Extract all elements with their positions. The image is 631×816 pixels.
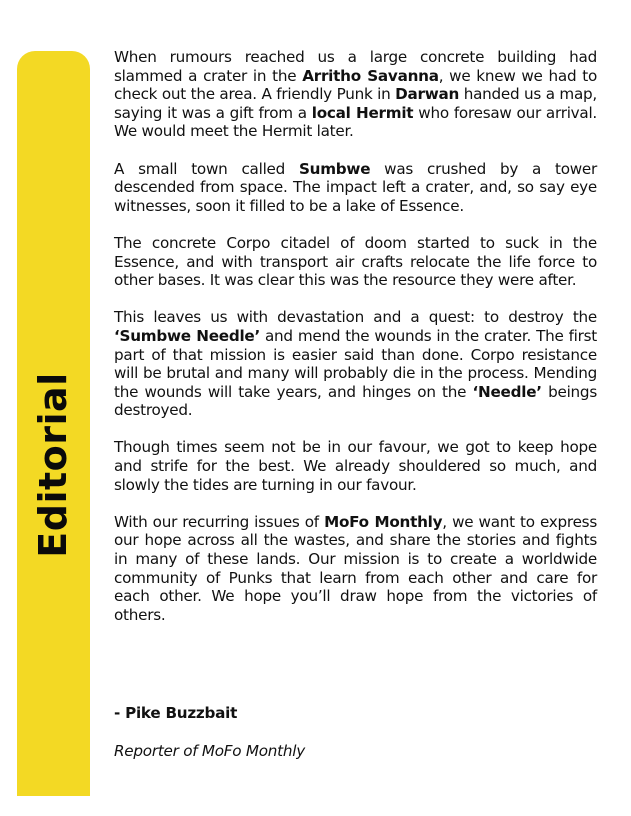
bold-term: ‘Sumbwe Needle’ — [114, 326, 260, 345]
paragraph: A small town called Sumbwe was crushed by a tower descended from space. The impact left a crater, and, so say eye witnesses, soon it filled to be a lake of Essence. — [114, 159, 598, 215]
author-role: Reporter of MoFo Monthly — [114, 742, 305, 760]
paragraph: With our recurring issues of MoFo Monthly, we want to express our hope across all the wastes, and share the stories and fights in many of these lands. Our mission is to create a worldwide community of Punks that learn from each other and care for each other. We hope you’ll draw hope from the victories of others. — [114, 512, 597, 624]
bold-term: local Hermit — [311, 103, 414, 122]
bold-term: Arritho Savanna — [302, 66, 439, 85]
bold-term: Sumbwe — [298, 159, 371, 178]
paragraph: This leaves us with devastation and a quest: to destroy the ‘Sumbwe Needle’ and mend the wounds in the crater. The first part of that mission is easier said than done. Corpo resistance will be brutal and many will probably die in the process. Mending the wounds will take years, and hinges on the ‘Needle’ beings destroyed. — [114, 308, 597, 420]
paragraph: Though times seem not be in our favour, we got to keep hope and strife for the best. We already shouldered so much, and slowly the tides are turning in our favour. — [114, 438, 597, 494]
article-body — [114, 48, 597, 643]
bold-term: Darwan — [395, 85, 460, 104]
paragraph: When rumours reached us a large concrete building had slammed a crater in the Arritho Savanna, we knew we had to check out the area. A friendly Punk in Darwan handed us a map, saying it was a gift from a local Hermit who foresaw our arrival. We would meet the Hermit later. — [114, 48, 598, 141]
bold-term: MoFo Monthly — [324, 512, 443, 531]
author-signature: - Pike Buzzbait — [114, 704, 238, 722]
bold-term: ‘Needle’ — [472, 382, 542, 401]
paragraph: The concrete Corpo citadel of doom started to suck in the Essence, and with transport air crafts relocate the life force to other bases. It was clear this was the resource they were after. — [114, 233, 597, 290]
editorial-title: Editorial — [31, 372, 75, 558]
